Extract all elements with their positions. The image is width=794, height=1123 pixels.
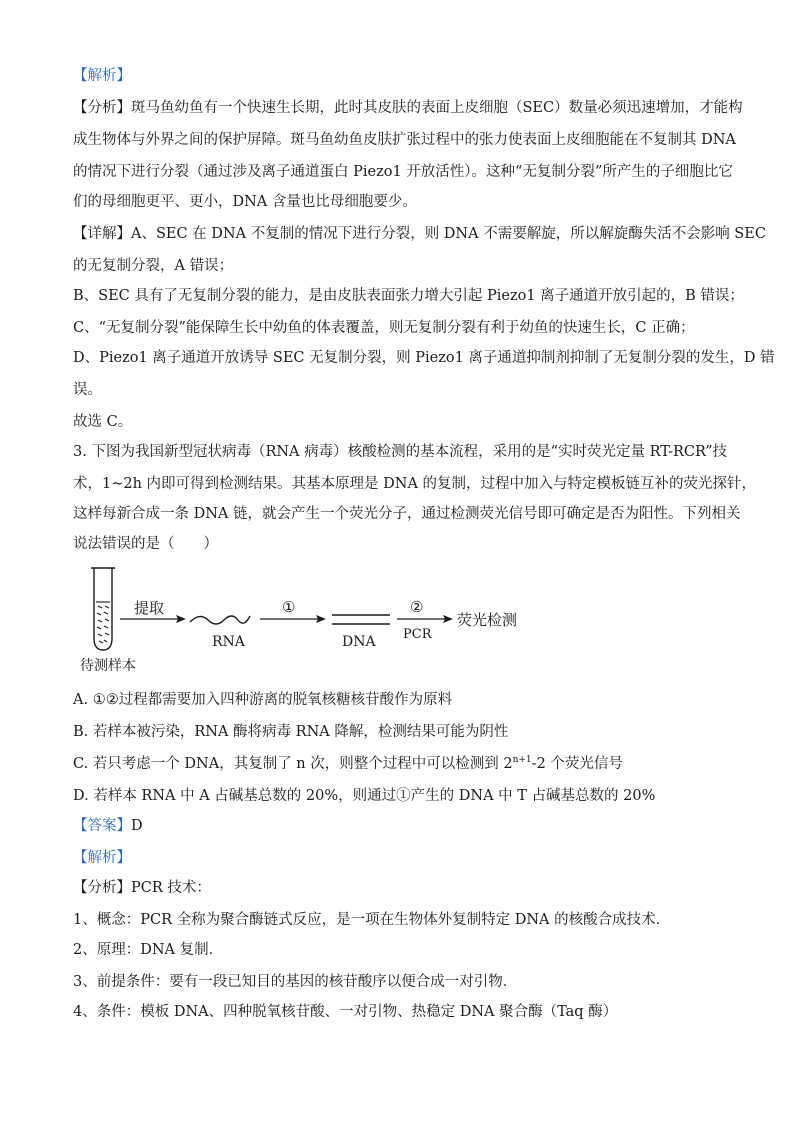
option-c: [73, 754, 623, 774]
detail-line: 的无复制分裂，A 错误；: [73, 258, 234, 274]
detail-line: 【详解】A、SEC 在 DNA 不复制的情况下进行分裂，则 DNA 不需要解旋，所以解旋酶失活不会影响 SEC: [73, 226, 766, 242]
sample-label: 待测样本: [80, 658, 136, 674]
answer-line: [73, 816, 143, 836]
detail-line: 误。: [73, 382, 102, 398]
analysis-line: 1、概念：PCR 全称为聚合酶链式反应，是一项在生物体外复制特定 DNA 的核酸合成技术．: [73, 912, 671, 928]
detail-line: D、Piezo1 离子通道开放诱导 SEC 无复制分裂，则 Piezo1 离子通道抑制剂抑制了无复制分裂的发生，D 错: [73, 350, 775, 366]
detail-line: B、SEC 具有了无复制分裂的能力，是由皮肤表面张力增大引起 Piezo1 离子通道开放引起的，B 错误；: [73, 288, 744, 304]
rt-pcr-flow-diagram: [72, 560, 552, 680]
analysis-line: 的情况下进行分裂（通过涉及离子通道蛋白 Piezo1 开放活性）。这种“无复制分裂”所产生的子细胞比它: [73, 164, 733, 180]
question-stem: 术，1~2h 内即可得到检测结果。其基本原理是 DNA 的复制，过程中加入与特定模板链互补的荧光探针，: [73, 476, 757, 492]
option-a: A. ①②过程都需要加入四种游离的脱氧核糖核苷酸作为原料: [73, 692, 453, 708]
answer-tag: 【答案】: [73, 818, 131, 834]
step1-label: ①: [282, 598, 296, 616]
analysis-line: 【分析】斑马鱼幼鱼有一个快速生长期，此时其皮肤的表面上皮细胞（SEC）数量必须迅速增加，才能构: [73, 100, 743, 116]
pcr-label: PCR: [403, 627, 432, 642]
rna-strand: [190, 616, 250, 624]
detail-line: C、“无复制分裂”能保障生长中幼鱼的体表覆盖，则无复制分裂有利于幼鱼的快速生长，C 正确；: [73, 320, 695, 336]
analysis-line: 们的母细胞更平、更小，DNA 含量也比母细胞要少。: [73, 194, 417, 210]
option-b: B. 若样本被污染，RNA 酶将病毒 RNA 降解，检测结果可能为阴性: [73, 724, 509, 740]
analysis-line: 【分析】PCR 技术：: [73, 880, 211, 896]
option-c-tail: -2 个荧光信号: [531, 756, 623, 772]
test-tube-icon: [91, 568, 115, 650]
question-stem: 这样每新合成一条 DNA 链，就会产生一个荧光分子，通过检测荧光信号即可确定是否为阳性。下列相关: [73, 506, 741, 522]
analysis-heading: 【解析】: [73, 850, 131, 866]
extract-label: 提取: [134, 599, 165, 617]
analysis-line: 2、原理：DNA 复制．: [73, 942, 224, 958]
rna-label: RNA: [212, 634, 245, 650]
option-c-text: C. 若只考虑一个 DNA，其复制了 n 次，则整个过程中可以检测到 2: [73, 756, 513, 772]
analysis-line: 3、前提条件：要有一段已知目的基因的核苷酸序以便合成一对引物．: [73, 974, 518, 990]
analysis-heading: 【解析】: [73, 68, 131, 84]
step2-label: ②: [410, 598, 424, 616]
question-stem: 3. 下图为我国新型冠状病毒（RNA 病毒）核酸检测的基本流程，采用的是“实时荧光定量 RT-RCR”技: [73, 444, 728, 460]
analysis-line: 4、条件：模板 DNA、四种脱氧核苷酸、一对引物、热稳定 DNA 聚合酶（Taq 酶）: [73, 1004, 618, 1020]
dna-label: DNA: [342, 634, 376, 650]
question-stem: 说法错误的是（ ）: [73, 536, 218, 552]
option-c-exponent: n+1: [512, 755, 532, 765]
conclusion-line: 故选 C。: [73, 414, 133, 430]
answer-value: D: [131, 818, 143, 834]
detect-label: 荧光检测: [457, 611, 518, 629]
analysis-line: 成生物体与外界之间的保护屏障。斑马鱼幼鱼皮肤扩张过程中的张力使表面上皮细胞能在不复制其 DNA: [73, 132, 736, 148]
option-d: D. 若样本 RNA 中 A 占碱基总数的 20%，则通过①产生的 DNA 中 T 占碱基总数的 20%: [73, 788, 656, 804]
